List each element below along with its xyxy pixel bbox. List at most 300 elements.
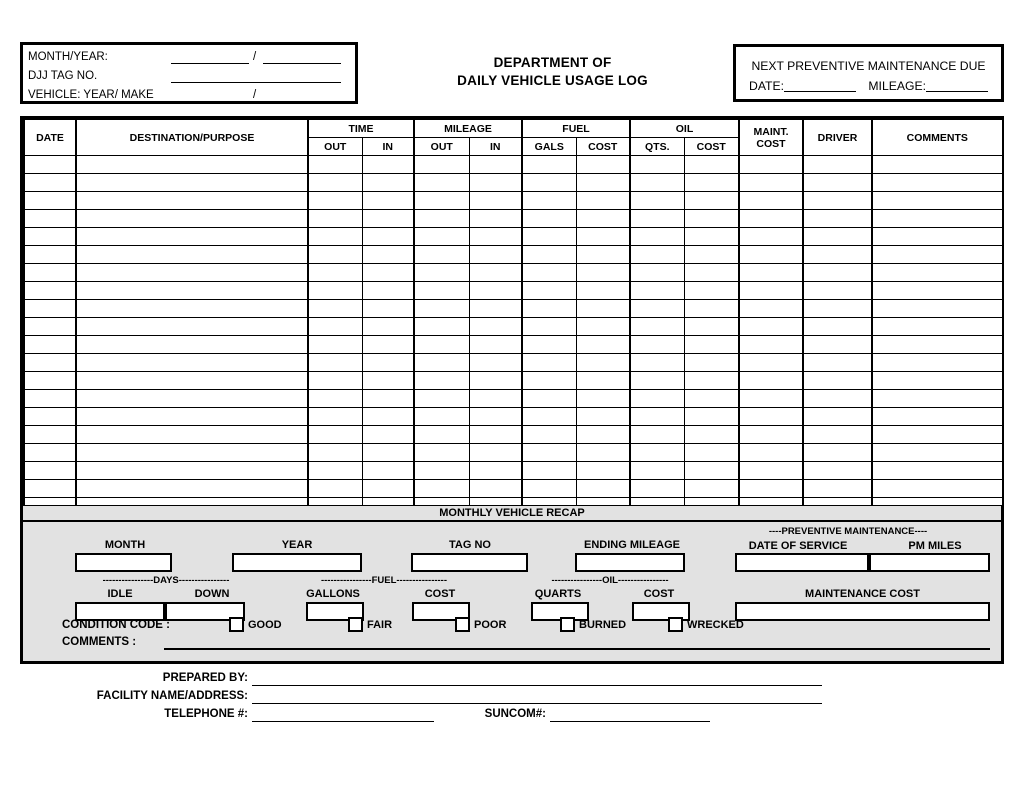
table-cell[interactable]: [414, 282, 469, 300]
table-row: [24, 282, 1002, 300]
suncom-input[interactable]: [550, 721, 710, 722]
table-cell[interactable]: [414, 354, 469, 372]
table-cell[interactable]: [414, 318, 469, 336]
table-cell[interactable]: [362, 174, 414, 192]
table-cell[interactable]: [576, 264, 630, 282]
table-cell[interactable]: [803, 228, 872, 246]
table-cell[interactable]: [576, 336, 630, 354]
vehicle-make-input[interactable]: [263, 87, 351, 102]
recap-input-pm-miles[interactable]: [869, 553, 990, 572]
table-cell[interactable]: [469, 354, 522, 372]
recap-group-label-days: ----------------DAYS----------------: [102, 575, 230, 586]
table-cell[interactable]: [308, 264, 362, 282]
table-cell[interactable]: [24, 210, 76, 228]
table-cell[interactable]: [630, 444, 684, 462]
table-cell[interactable]: [872, 444, 1002, 462]
table-cell[interactable]: [362, 408, 414, 426]
table-cell[interactable]: [362, 156, 414, 174]
table-cell[interactable]: [522, 264, 576, 282]
checkbox-label-fair: FAIR: [367, 619, 393, 631]
table-cell[interactable]: [76, 156, 308, 174]
table-cell[interactable]: [522, 210, 576, 228]
table-cell[interactable]: [362, 372, 414, 390]
table-cell[interactable]: [630, 336, 684, 354]
djj-tag-no-input[interactable]: [171, 68, 341, 83]
recap-label-fuel-cost: COST: [424, 588, 456, 600]
table-cell[interactable]: [24, 174, 76, 192]
table-cell[interactable]: [522, 390, 576, 408]
table-cell[interactable]: [24, 318, 76, 336]
recap-comments-label: COMMENTS :: [62, 636, 137, 648]
table-cell[interactable]: [76, 372, 308, 390]
table-cell[interactable]: [308, 462, 362, 480]
column-header-oil-cost: COST: [684, 138, 739, 156]
table-cell[interactable]: [469, 228, 522, 246]
table-cell[interactable]: [24, 300, 76, 318]
table-cell[interactable]: [803, 174, 872, 192]
djj-tag-no-row: [23, 67, 355, 85]
table-cell[interactable]: [684, 192, 739, 210]
recap-input-tag-no[interactable]: [411, 553, 528, 572]
table-cell[interactable]: [630, 372, 684, 390]
table-head: [24, 120, 1002, 156]
table-row: [24, 408, 1002, 426]
table-cell[interactable]: [630, 480, 684, 498]
table-cell[interactable]: [414, 372, 469, 390]
table-cell[interactable]: [308, 480, 362, 498]
table-cell[interactable]: [308, 390, 362, 408]
table-cell[interactable]: [739, 408, 803, 426]
table-cell[interactable]: [522, 444, 576, 462]
table-cell[interactable]: [414, 408, 469, 426]
table-cell[interactable]: [684, 480, 739, 498]
table-cell[interactable]: [76, 444, 308, 462]
table-cell[interactable]: [414, 300, 469, 318]
table-cell[interactable]: [576, 156, 630, 174]
column-header-maint-cost: [739, 120, 803, 156]
table-cell[interactable]: [308, 354, 362, 372]
table-cell[interactable]: [576, 444, 630, 462]
table-cell[interactable]: [803, 264, 872, 282]
table-cell[interactable]: [630, 246, 684, 264]
table-cell[interactable]: [739, 264, 803, 282]
table-row: [24, 444, 1002, 462]
table-cell[interactable]: [872, 210, 1002, 228]
table-cell[interactable]: [522, 426, 576, 444]
table-cell[interactable]: [684, 336, 739, 354]
table-cell[interactable]: [362, 246, 414, 264]
table-cell[interactable]: [576, 246, 630, 264]
table-cell[interactable]: [469, 192, 522, 210]
table-cell[interactable]: [469, 282, 522, 300]
table-cell[interactable]: [24, 192, 76, 210]
table-row: [24, 390, 1002, 408]
table-cell[interactable]: [414, 426, 469, 444]
table-cell[interactable]: [308, 300, 362, 318]
table-cell[interactable]: [469, 426, 522, 444]
table-cell[interactable]: [803, 192, 872, 210]
table-cell[interactable]: [414, 264, 469, 282]
checkbox-good[interactable]: [229, 617, 244, 632]
table-cell[interactable]: [469, 156, 522, 174]
table-cell[interactable]: [362, 300, 414, 318]
checkbox-fair[interactable]: [348, 617, 363, 632]
table-cell[interactable]: [872, 462, 1002, 480]
table-cell[interactable]: [803, 336, 872, 354]
table-cell[interactable]: [739, 462, 803, 480]
table-cell[interactable]: [803, 282, 872, 300]
table-cell[interactable]: [872, 264, 1002, 282]
table-cell[interactable]: [630, 156, 684, 174]
table-cell[interactable]: [24, 282, 76, 300]
table-cell[interactable]: [684, 372, 739, 390]
table-cell[interactable]: [739, 390, 803, 408]
table-row: [24, 210, 1002, 228]
table-cell[interactable]: [803, 372, 872, 390]
table-cell[interactable]: [576, 426, 630, 444]
table-cell[interactable]: [630, 264, 684, 282]
table-cell[interactable]: [308, 318, 362, 336]
table-cell[interactable]: [872, 336, 1002, 354]
table-cell[interactable]: [24, 336, 76, 354]
table-cell[interactable]: [76, 408, 308, 426]
checkbox-wrecked[interactable]: [668, 617, 683, 632]
table-cell[interactable]: [684, 264, 739, 282]
table-cell[interactable]: [308, 228, 362, 246]
table-cell[interactable]: [469, 174, 522, 192]
table-cell[interactable]: [630, 192, 684, 210]
table-cell[interactable]: [576, 282, 630, 300]
table-cell[interactable]: [803, 246, 872, 264]
table-cell[interactable]: [76, 192, 308, 210]
table-cell[interactable]: [872, 156, 1002, 174]
recap-comments-input[interactable]: [164, 648, 990, 650]
table-cell[interactable]: [522, 408, 576, 426]
table-cell[interactable]: [630, 462, 684, 480]
table-cell[interactable]: [24, 462, 76, 480]
checkbox-poor[interactable]: [455, 617, 470, 632]
table-cell[interactable]: [576, 462, 630, 480]
table-cell[interactable]: [362, 210, 414, 228]
table-cell[interactable]: [76, 480, 308, 498]
table-cell[interactable]: [739, 228, 803, 246]
monthly-vehicle-recap-title: MONTHLY VEHICLE RECAP: [20, 505, 1004, 522]
table-cell[interactable]: [24, 264, 76, 282]
table-cell[interactable]: [739, 426, 803, 444]
table-cell[interactable]: [24, 480, 76, 498]
table-cell[interactable]: [469, 462, 522, 480]
table-cell[interactable]: [739, 372, 803, 390]
table-cell[interactable]: [362, 318, 414, 336]
table-cell[interactable]: [522, 336, 576, 354]
table-cell[interactable]: [630, 426, 684, 444]
table-cell[interactable]: [872, 228, 1002, 246]
recap-group-label-preventive-maintenance: ----PREVENTIVE MAINTENANCE----: [768, 526, 928, 537]
table-cell[interactable]: [24, 228, 76, 246]
table-cell[interactable]: [522, 228, 576, 246]
table-cell[interactable]: [76, 228, 308, 246]
table-cell[interactable]: [630, 318, 684, 336]
table-cell[interactable]: [24, 408, 76, 426]
table-cell[interactable]: [872, 354, 1002, 372]
month-year-year-input[interactable]: [263, 49, 341, 64]
prepared-by-input[interactable]: [252, 685, 822, 686]
table-cell[interactable]: [872, 282, 1002, 300]
table-cell[interactable]: [522, 156, 576, 174]
table-cell[interactable]: [414, 228, 469, 246]
table-cell[interactable]: [76, 174, 308, 192]
table-cell[interactable]: [469, 408, 522, 426]
table-cell[interactable]: [308, 408, 362, 426]
table-cell[interactable]: [24, 426, 76, 444]
table-cell[interactable]: [803, 354, 872, 372]
table-cell[interactable]: [576, 372, 630, 390]
table-cell[interactable]: [872, 480, 1002, 498]
table-cell[interactable]: [803, 462, 872, 480]
table-cell[interactable]: [576, 228, 630, 246]
table-cell[interactable]: [469, 246, 522, 264]
table-cell[interactable]: [872, 246, 1002, 264]
table-cell[interactable]: [684, 354, 739, 372]
recap-input-year[interactable]: [232, 553, 362, 572]
table-cell[interactable]: [684, 246, 739, 264]
table-cell[interactable]: [872, 300, 1002, 318]
table-cell[interactable]: [469, 390, 522, 408]
table-cell[interactable]: [872, 318, 1002, 336]
table-cell[interactable]: [362, 426, 414, 444]
table-cell[interactable]: [362, 462, 414, 480]
table-cell[interactable]: [414, 444, 469, 462]
form-footer: [20, 668, 1004, 728]
month-year-month-input[interactable]: [171, 49, 249, 64]
table-row: [24, 264, 1002, 282]
table-cell[interactable]: [414, 210, 469, 228]
table-cell[interactable]: [308, 282, 362, 300]
table-cell[interactable]: [362, 264, 414, 282]
table-cell[interactable]: [308, 336, 362, 354]
table-cell[interactable]: [684, 282, 739, 300]
table-cell[interactable]: [576, 480, 630, 498]
table-cell[interactable]: [684, 156, 739, 174]
table-cell[interactable]: [684, 444, 739, 462]
table-cell[interactable]: [24, 354, 76, 372]
table-cell[interactable]: [76, 318, 308, 336]
table-cell[interactable]: [684, 462, 739, 480]
table-cell[interactable]: [469, 372, 522, 390]
table-cell[interactable]: [630, 354, 684, 372]
table-cell[interactable]: [469, 264, 522, 282]
table-cell[interactable]: [739, 318, 803, 336]
table-cell[interactable]: [684, 390, 739, 408]
next-preventive-maintenance-box: [733, 44, 1004, 102]
table-cell[interactable]: [414, 462, 469, 480]
table-cell[interactable]: [684, 408, 739, 426]
table-cell[interactable]: [739, 480, 803, 498]
table-cell[interactable]: [522, 174, 576, 192]
table-cell[interactable]: [684, 228, 739, 246]
table-cell[interactable]: [803, 390, 872, 408]
table-cell[interactable]: [469, 300, 522, 318]
vehicle-year-make-row: [23, 86, 355, 104]
table-cell[interactable]: [469, 210, 522, 228]
table-cell[interactable]: [522, 300, 576, 318]
table-cell[interactable]: [576, 354, 630, 372]
table-cell[interactable]: [522, 372, 576, 390]
table-cell[interactable]: [684, 210, 739, 228]
table-cell[interactable]: [872, 174, 1002, 192]
table-cell[interactable]: [24, 372, 76, 390]
table-cell[interactable]: [576, 408, 630, 426]
next-pm-date-input[interactable]: [784, 78, 856, 92]
table-cell[interactable]: [24, 156, 76, 174]
table-cell[interactable]: [76, 210, 308, 228]
table-cell[interactable]: [362, 192, 414, 210]
djj-tag-no-label: DJJ TAG NO.: [28, 70, 98, 82]
table-cell[interactable]: [522, 480, 576, 498]
table-cell[interactable]: [872, 192, 1002, 210]
table-cell[interactable]: [469, 480, 522, 498]
table-cell[interactable]: [684, 174, 739, 192]
table-cell[interactable]: [630, 228, 684, 246]
table-cell[interactable]: [739, 192, 803, 210]
table-cell[interactable]: [630, 282, 684, 300]
table-cell[interactable]: [362, 480, 414, 498]
table-cell[interactable]: [739, 246, 803, 264]
table-cell[interactable]: [308, 444, 362, 462]
table-cell[interactable]: [469, 444, 522, 462]
table-cell[interactable]: [414, 156, 469, 174]
table-cell[interactable]: [469, 318, 522, 336]
recap-label-gallons: GALLONS: [306, 588, 360, 600]
vehicle-year-input[interactable]: [171, 87, 249, 102]
table-cell[interactable]: [76, 354, 308, 372]
table-cell[interactable]: [576, 210, 630, 228]
table-cell[interactable]: [576, 318, 630, 336]
table-cell[interactable]: [414, 192, 469, 210]
table-cell[interactable]: [872, 426, 1002, 444]
table-cell[interactable]: [76, 264, 308, 282]
table-row: [24, 192, 1002, 210]
table-row: [24, 156, 1002, 174]
table-cell[interactable]: [684, 300, 739, 318]
table-cell[interactable]: [630, 300, 684, 318]
table-cell[interactable]: [872, 390, 1002, 408]
table-cell[interactable]: [414, 174, 469, 192]
table-cell[interactable]: [469, 336, 522, 354]
table-cell[interactable]: [308, 246, 362, 264]
table-cell[interactable]: [362, 282, 414, 300]
table-row: [24, 246, 1002, 264]
table-cell[interactable]: [522, 354, 576, 372]
table-cell[interactable]: [576, 390, 630, 408]
table-cell[interactable]: [739, 336, 803, 354]
table-cell[interactable]: [739, 354, 803, 372]
table-cell[interactable]: [739, 300, 803, 318]
table-cell[interactable]: [576, 192, 630, 210]
table-cell[interactable]: [522, 282, 576, 300]
table-cell[interactable]: [522, 246, 576, 264]
table-cell[interactable]: [630, 174, 684, 192]
table-cell[interactable]: [414, 480, 469, 498]
checkbox-burned[interactable]: [560, 617, 575, 632]
table-cell[interactable]: [522, 318, 576, 336]
table-cell[interactable]: [872, 372, 1002, 390]
table-row: [24, 336, 1002, 354]
recap-input-maintenance-cost[interactable]: [735, 602, 990, 621]
table-cell[interactable]: [803, 408, 872, 426]
table-cell[interactable]: [630, 408, 684, 426]
table-cell[interactable]: [684, 426, 739, 444]
table-cell[interactable]: [522, 192, 576, 210]
table-cell[interactable]: [739, 174, 803, 192]
table-cell[interactable]: [414, 336, 469, 354]
table-cell[interactable]: [24, 246, 76, 264]
table-cell[interactable]: [684, 318, 739, 336]
table-cell[interactable]: [76, 282, 308, 300]
table-cell[interactable]: [76, 246, 308, 264]
table-cell[interactable]: [414, 390, 469, 408]
table-cell[interactable]: [739, 210, 803, 228]
recap-input-ending-mileage[interactable]: [575, 553, 685, 572]
table-cell[interactable]: [803, 318, 872, 336]
recap-input-date-of-service[interactable]: [735, 553, 869, 572]
table-cell[interactable]: [24, 444, 76, 462]
table-cell[interactable]: [76, 390, 308, 408]
table-cell[interactable]: [803, 156, 872, 174]
telephone-input[interactable]: [252, 721, 434, 722]
table-cell[interactable]: [362, 228, 414, 246]
table-cell[interactable]: [308, 192, 362, 210]
table-cell[interactable]: [308, 372, 362, 390]
table-cell[interactable]: [739, 444, 803, 462]
checkbox-label-good: GOOD: [248, 619, 282, 631]
table-cell[interactable]: [872, 408, 1002, 426]
table-cell[interactable]: [76, 300, 308, 318]
table-cell[interactable]: [362, 444, 414, 462]
table-cell[interactable]: [630, 210, 684, 228]
condition-code-label: CONDITION CODE :: [62, 619, 170, 631]
recap-input-month[interactable]: [75, 553, 172, 572]
table-cell[interactable]: [362, 390, 414, 408]
title-line-log-name: DAILY VEHICLE USAGE LOG: [457, 73, 648, 88]
table-cell[interactable]: [803, 444, 872, 462]
table-cell[interactable]: [803, 300, 872, 318]
column-header-destination: DESTINATION/PURPOSE: [76, 120, 308, 156]
table-cell[interactable]: [76, 336, 308, 354]
table-cell[interactable]: [308, 156, 362, 174]
table-cell[interactable]: [308, 210, 362, 228]
table-cell[interactable]: [308, 174, 362, 192]
table-cell[interactable]: [803, 426, 872, 444]
table-cell[interactable]: [739, 282, 803, 300]
table-cell[interactable]: [362, 354, 414, 372]
table-cell[interactable]: [522, 462, 576, 480]
table-cell[interactable]: [576, 300, 630, 318]
table-cell[interactable]: [308, 426, 362, 444]
table-cell[interactable]: [576, 174, 630, 192]
next-pm-mileage-input[interactable]: [926, 78, 988, 92]
table-cell[interactable]: [803, 210, 872, 228]
table-cell[interactable]: [630, 390, 684, 408]
table-cell[interactable]: [76, 462, 308, 480]
table-cell[interactable]: [76, 426, 308, 444]
table-cell[interactable]: [414, 246, 469, 264]
table-cell[interactable]: [24, 390, 76, 408]
facility-name-address-input[interactable]: [252, 703, 822, 704]
table-cell[interactable]: [803, 480, 872, 498]
table-cell[interactable]: [362, 336, 414, 354]
table-cell[interactable]: [739, 156, 803, 174]
